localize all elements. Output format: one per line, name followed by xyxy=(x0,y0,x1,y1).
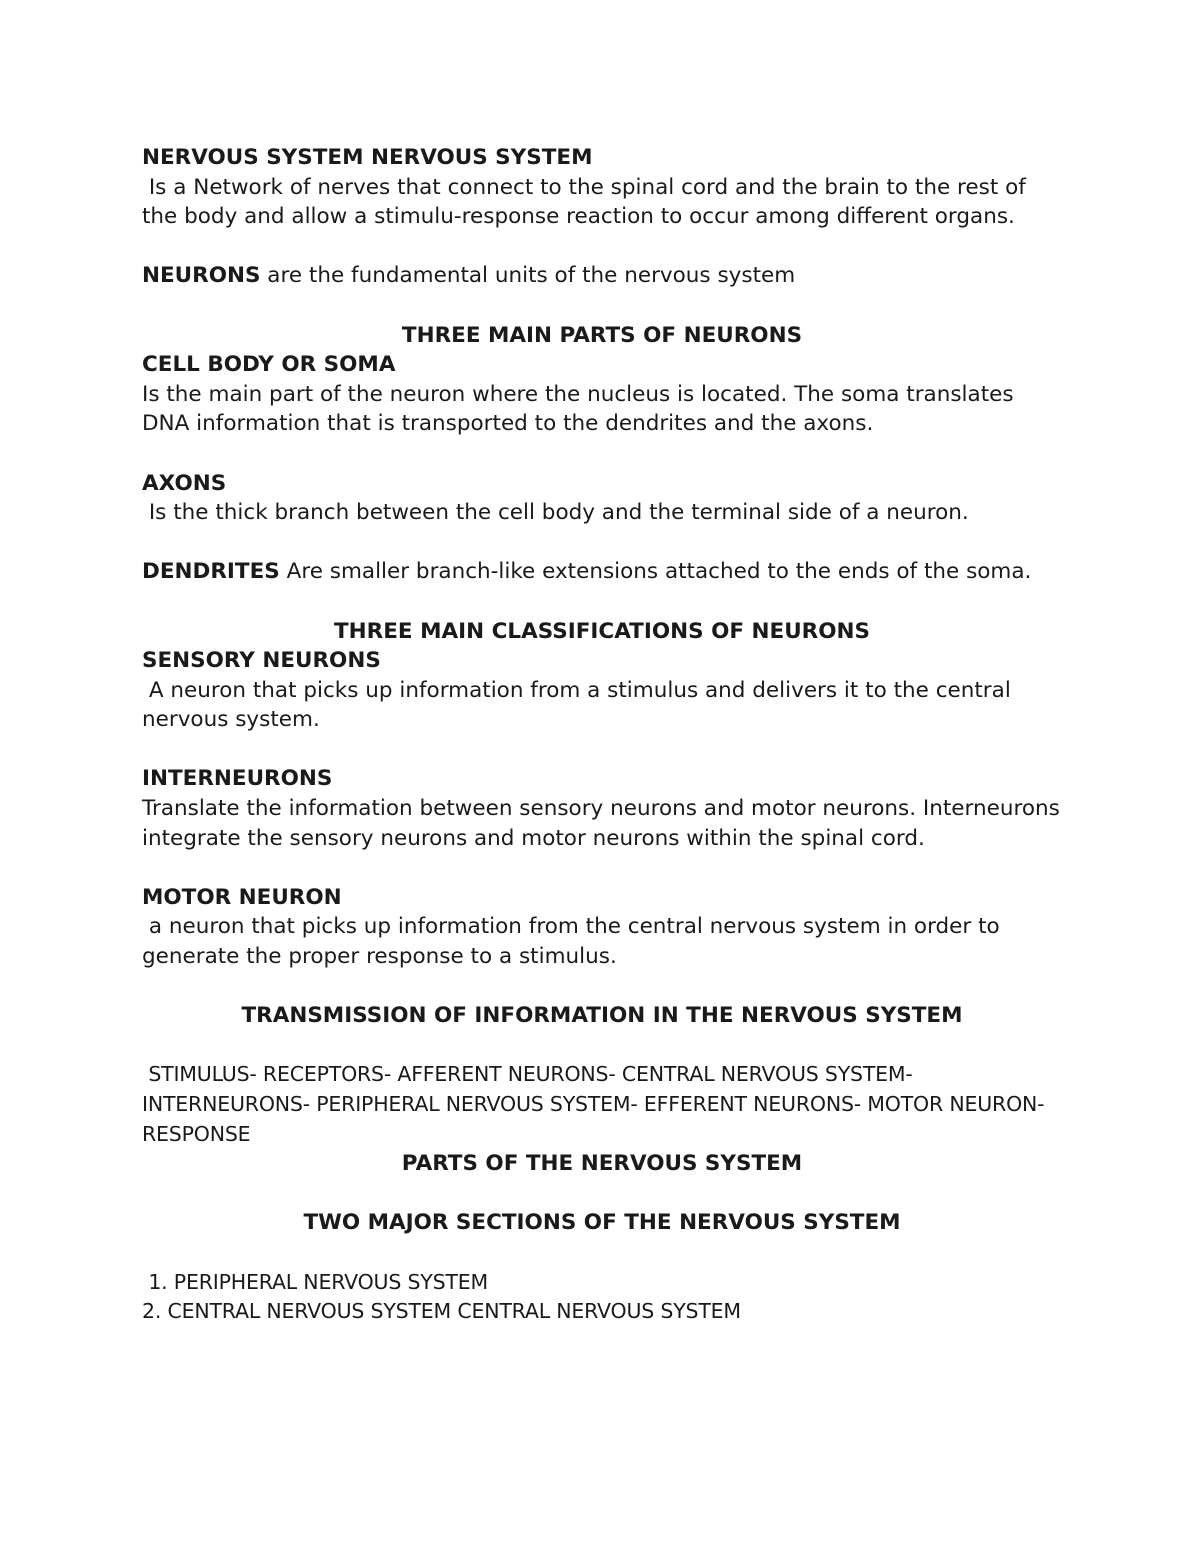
motor-title: MOTOR NEURON xyxy=(142,884,342,910)
sections-heading: TWO MAJOR SECTIONS OF THE NERVOUS SYSTEM xyxy=(303,1210,901,1236)
spacer xyxy=(142,735,1062,765)
dendrites-term: DENDRITES xyxy=(142,559,280,585)
neurons-definition xyxy=(142,261,1062,291)
neurons-term: NEURONS xyxy=(142,263,261,289)
spacer xyxy=(142,587,1062,617)
transmission-heading: TRANSMISSION OF INFORMATION IN THE NERVOUS SYSTEM xyxy=(241,1003,963,1029)
motor-body: a neuron that picks up information from the central nervous system in order to generate the proper response to a stimulus. xyxy=(142,914,1007,970)
spacer xyxy=(142,232,1062,262)
document-page xyxy=(142,143,1062,1327)
parts-of-ns-heading: PARTS OF THE NERVOUS SYSTEM xyxy=(401,1151,803,1177)
dendrites-definition xyxy=(142,557,1062,587)
list-item: 1. PERIPHERAL NERVOUS SYSTEM xyxy=(142,1269,488,1294)
sections-list xyxy=(142,1268,1062,1327)
spacer xyxy=(142,291,1062,321)
spacer xyxy=(142,1179,1062,1209)
nervous-system-definition: Is a Network of nerves that connect to the spinal cord and the brain to the rest of the body and allow a stimulu-response reaction to occur among different organs. xyxy=(142,174,1033,230)
neurons-body: are the fundamental units of the nervous system xyxy=(260,263,796,289)
spacer xyxy=(142,972,1062,1002)
spacer xyxy=(142,528,1062,558)
spacer xyxy=(142,853,1062,883)
parts-heading: THREE MAIN PARTS OF NEURONS xyxy=(401,322,803,348)
classifications-heading: THREE MAIN CLASSIFICATIONS OF NEURONS xyxy=(334,618,870,644)
axons-title: AXONS xyxy=(142,470,227,496)
spacer xyxy=(142,439,1062,469)
document-title: NERVOUS SYSTEM NERVOUS SYSTEM xyxy=(142,145,593,170)
soma-body: Is the main part of the neuron where the nucleus is located. The soma translates DNA information that is transported to the dendrites and the axons. xyxy=(142,381,1014,437)
axons-body: Is the thick branch between the cell body and the terminal side of a neuron. xyxy=(142,500,969,526)
spacer xyxy=(142,1031,1062,1061)
list-item: 2. CENTRAL NERVOUS SYSTEM CENTRAL NERVOUS SYSTEM xyxy=(142,1299,741,1324)
spacer xyxy=(142,1238,1062,1268)
transmission-body: STIMULUS- RECEPTORS- AFFERENT NEURONS- CENTRAL NERVOUS SYSTEM- INTERNEURONS- PERIPHERAL NERVOUS SYSTEM- EFFERENT NEURONS- MOTOR NEURON- RESPONSE xyxy=(142,1062,1051,1146)
dendrites-body: Are smaller branch-like extensions attached to the ends of the soma. xyxy=(279,559,1032,585)
interneurons-body: Translate the information between sensory neurons and motor neurons. Interneurons integrate the sensory neurons and motor neurons within the spinal cord. xyxy=(142,796,1060,851)
interneurons-title: INTERNEURONS xyxy=(142,766,333,792)
sensory-title: SENSORY NEURONS xyxy=(142,648,381,674)
sensory-body: A neuron that picks up information from a stimulus and delivers it to the central nervous system. xyxy=(142,677,1018,733)
soma-title: CELL BODY OR SOMA xyxy=(142,352,396,378)
